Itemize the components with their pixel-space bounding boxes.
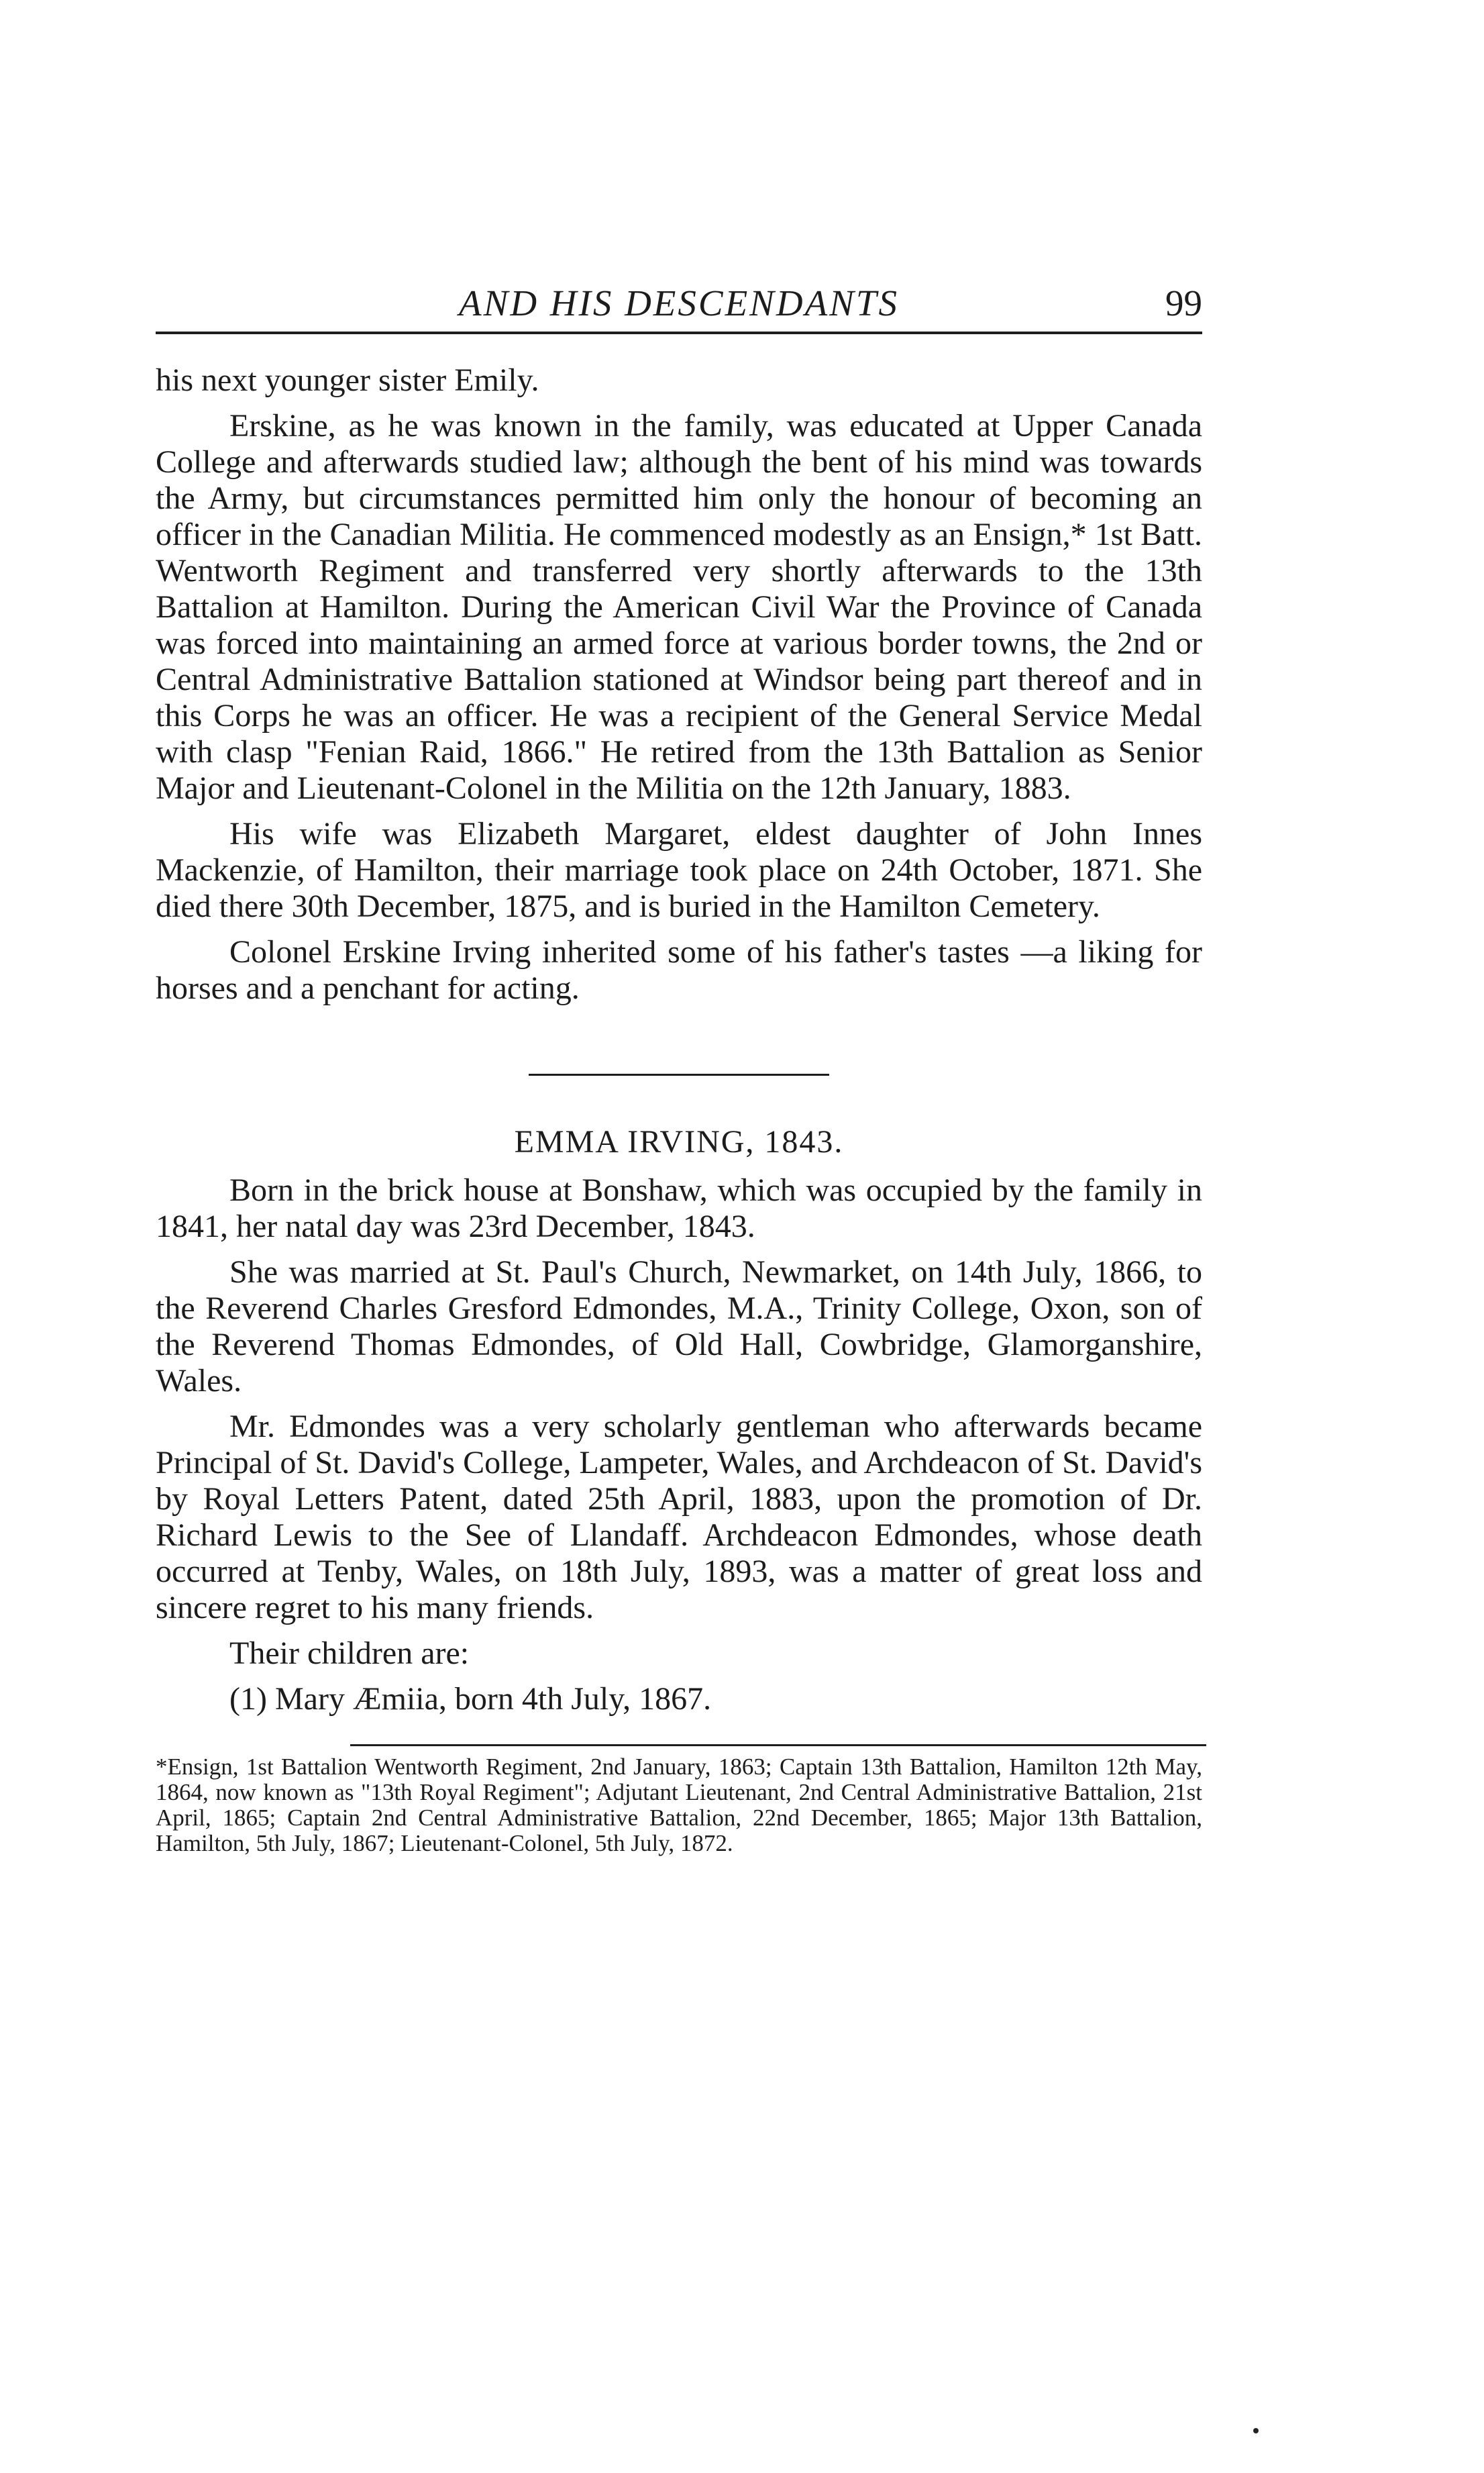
stray-print-mark	[1253, 2428, 1259, 2433]
section-divider	[529, 1074, 829, 1076]
paragraph-continuation: his next younger sister Emily.	[156, 362, 539, 398]
paragraph-emma-birth: Born in the brick house at Bonshaw, which was occupied by the family in 1841, her natal day was 23rd December, 1843.	[156, 1172, 1202, 1244]
paragraph-erskine-wife: His wife was Elizabeth Margaret, eldest daughter of John Innes Mackenzie, of Hamilton, their marriage took place on 24th October, 1871. She died there 30th December, 1875, and is buried in the Hamilton Cemetery.	[156, 816, 1202, 924]
paragraph-emma-marriage: She was married at St. Paul's Church, Newmarket, on 14th July, 1866, to the Reverend Charles Gresford Edmondes, M.A., Trinity College, Oxon, son of the Reverend Thomas Edmondes, of Old Hall, Cowbridge, Glamorganshire, Wales.	[156, 1254, 1202, 1399]
header-rule	[156, 332, 1202, 334]
paragraph-erskine-career: Erskine, as he was known in the family, was educated at Upper Canada College and afterwards studied law; although the bent of his mind was towards the Army, but circumstances permitted him only the honour of becoming an officer in the Canadian Militia. He commenced modestly as an Ensign,* 1st Batt. Wentworth Regiment and transferred very shortly afterwards to the 13th Battalion at Hamilton. During the American Civil War the Province of Canada was forced into maintaining an armed force at various border towns, the 2nd or Central Administrative Battalion stationed at Windsor being part thereof and in this Corps he was an officer. He was a recipient of the General Service Medal with clasp "Fenian Raid, 1866." He retired from the 13th Battalion as Senior Major and Lieutenant-Colonel in the Militia on the 12th January, 1883.	[156, 408, 1202, 806]
running-header	[156, 282, 1202, 329]
paragraph-erskine-tastes: Colonel Erskine Irving inherited some of his father's tastes —a liking for horses and a penchant for acting.	[156, 934, 1202, 1006]
page-number: 99	[1165, 283, 1202, 323]
section-heading: EMMA IRVING, 1843.	[514, 1124, 844, 1160]
body-text	[156, 362, 1202, 1717]
list-item-child-1: (1) Mary Æmiia, born 4th July, 1867.	[229, 1681, 712, 1717]
book-page	[156, 282, 1202, 1856]
running-title: AND HIS DESCENDANTS	[459, 283, 899, 323]
paragraph-children-intro: Their children are:	[229, 1635, 470, 1671]
footnote: *Ensign, 1st Battalion Wentworth Regiment, 2nd January, 1863; Captain 13th Battalion, Hamilton 12th May, 1864, now known as "13th Royal Regiment"; Adjutant Lieutenant, 2nd Central Administrative Battalion, 21st April, 1865; Captain 2nd Central Administrative Battalion, 22nd December, 1865; Major 13th Battalion, Hamilton, 5th July, 1867; Lieutenant-Colonel, 5th July, 1872.	[156, 1754, 1202, 1856]
paragraph-edmondes: Mr. Edmondes was a very scholarly gentleman who afterwards became Principal of St. David's College, Lampeter, Wales, and Archdeacon of St. David's by Royal Letters Patent, dated 25th April, 1883, upon the promotion of Dr. Richard Lewis to the See of Llandaff. Archdeacon Edmondes, whose death occurred at Tenby, Wales, on 18th July, 1893, was a matter of great loss and sincere regret to his many friends.	[156, 1409, 1202, 1625]
footnote-rule	[350, 1744, 1206, 1746]
